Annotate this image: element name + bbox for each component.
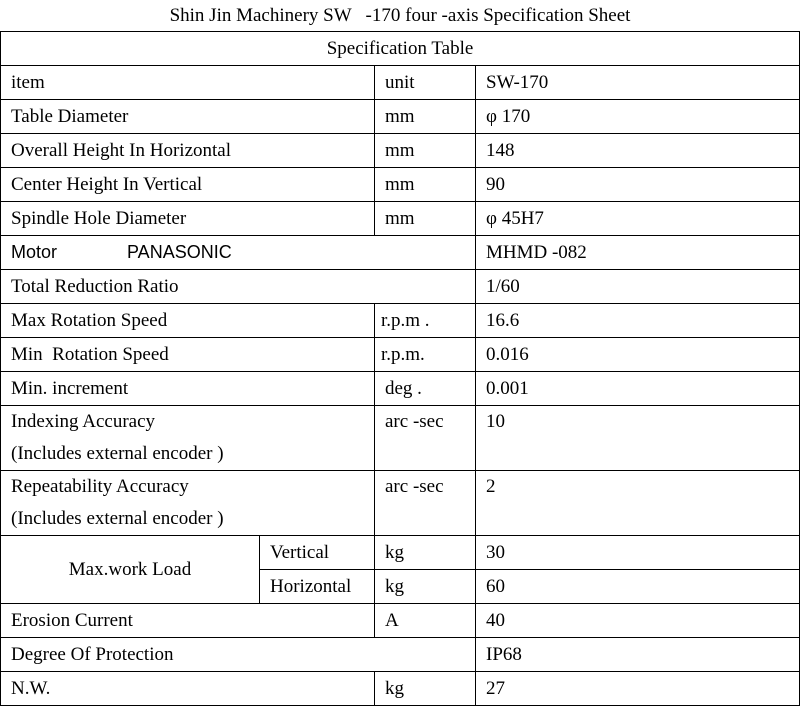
- row-item: [1, 406, 375, 471]
- table-row: [1, 372, 800, 406]
- row-unit: mm: [375, 168, 476, 202]
- table-row: [1, 134, 800, 168]
- row-unit: r.p.m .: [375, 304, 476, 338]
- row-unit: kg: [375, 536, 476, 570]
- row-value: 148: [476, 134, 800, 168]
- header-item: item: [1, 66, 375, 100]
- row-item: Spindle Hole Diameter: [1, 202, 375, 236]
- row-unit: kg: [375, 672, 476, 706]
- table-row: [1, 270, 800, 304]
- row-item: [1, 236, 476, 270]
- row-unit: mm: [375, 134, 476, 168]
- row-item: [1, 471, 375, 536]
- table-row: [1, 100, 800, 134]
- table-row: [1, 236, 800, 270]
- work-load-label: Max.work Load: [1, 536, 260, 604]
- work-load-horizontal-label: Horizontal: [260, 570, 375, 604]
- row-value: 1/60: [476, 270, 800, 304]
- header-model: SW-170: [476, 66, 800, 100]
- row-value: 0.016: [476, 338, 800, 372]
- row-unit: mm: [375, 202, 476, 236]
- row-unit: r.p.m.: [375, 338, 476, 372]
- table-row: [1, 202, 800, 236]
- row-unit: arc -sec: [375, 406, 476, 471]
- row-item: Degree Of Protection: [1, 638, 476, 672]
- row-value: IP68: [476, 638, 800, 672]
- page-title: Shin Jin Machinery SW -170 four -axis Specification Sheet: [169, 5, 631, 26]
- table-caption-row: [1, 32, 800, 66]
- row-item: Overall Height In Horizontal: [1, 134, 375, 168]
- row-value: 10: [476, 406, 800, 471]
- table-row: [1, 638, 800, 672]
- row-item: Total Reduction Ratio: [1, 270, 476, 304]
- row-item: Center Height In Vertical: [1, 168, 375, 202]
- row-value: 30: [476, 536, 800, 570]
- row-item-line2: (Includes external encoder ): [11, 508, 224, 529]
- work-load-vertical-label: Vertical: [260, 536, 375, 570]
- header-unit: unit: [375, 66, 476, 100]
- row-value: φ 170: [476, 100, 800, 134]
- row-value: 16.6: [476, 304, 800, 338]
- row-item-line1: Indexing Accuracy: [11, 411, 156, 432]
- row-value: φ 45H7: [476, 202, 800, 236]
- row-item: Table Diameter: [1, 100, 375, 134]
- row-item: Erosion Current: [1, 604, 375, 638]
- table-row: [1, 604, 800, 638]
- row-unit: kg: [375, 570, 476, 604]
- row-unit: mm: [375, 100, 476, 134]
- row-item: Min. increment: [1, 372, 375, 406]
- row-unit: arc -sec: [375, 471, 476, 536]
- row-unit: deg .: [375, 372, 476, 406]
- table-row: [1, 338, 800, 372]
- row-item: Min Rotation Speed: [1, 338, 375, 372]
- table-row: [1, 304, 800, 338]
- table-header-row: [1, 66, 800, 100]
- row-value: 2: [476, 471, 800, 536]
- table-row: [1, 471, 800, 536]
- row-item-line2: (Includes external encoder ): [11, 443, 224, 464]
- table-row: [1, 672, 800, 706]
- row-value: 90: [476, 168, 800, 202]
- row-unit: A: [375, 604, 476, 638]
- table-caption: Specification Table: [1, 32, 800, 66]
- row-item: Max Rotation Speed: [1, 304, 375, 338]
- motor-label: Motor: [11, 241, 58, 262]
- row-value: 40: [476, 604, 800, 638]
- row-value: MHMD -082: [476, 236, 800, 270]
- motor-brand: PANASONIC: [127, 241, 232, 262]
- table-row: [1, 536, 800, 570]
- row-item-line1: Repeatability Accuracy: [11, 476, 189, 497]
- row-value: 60: [476, 570, 800, 604]
- row-value: 0.001: [476, 372, 800, 406]
- row-item: N.W.: [1, 672, 375, 706]
- table-row: [1, 406, 800, 471]
- specification-table: [0, 31, 800, 706]
- table-row: [1, 168, 800, 202]
- row-value: 27: [476, 672, 800, 706]
